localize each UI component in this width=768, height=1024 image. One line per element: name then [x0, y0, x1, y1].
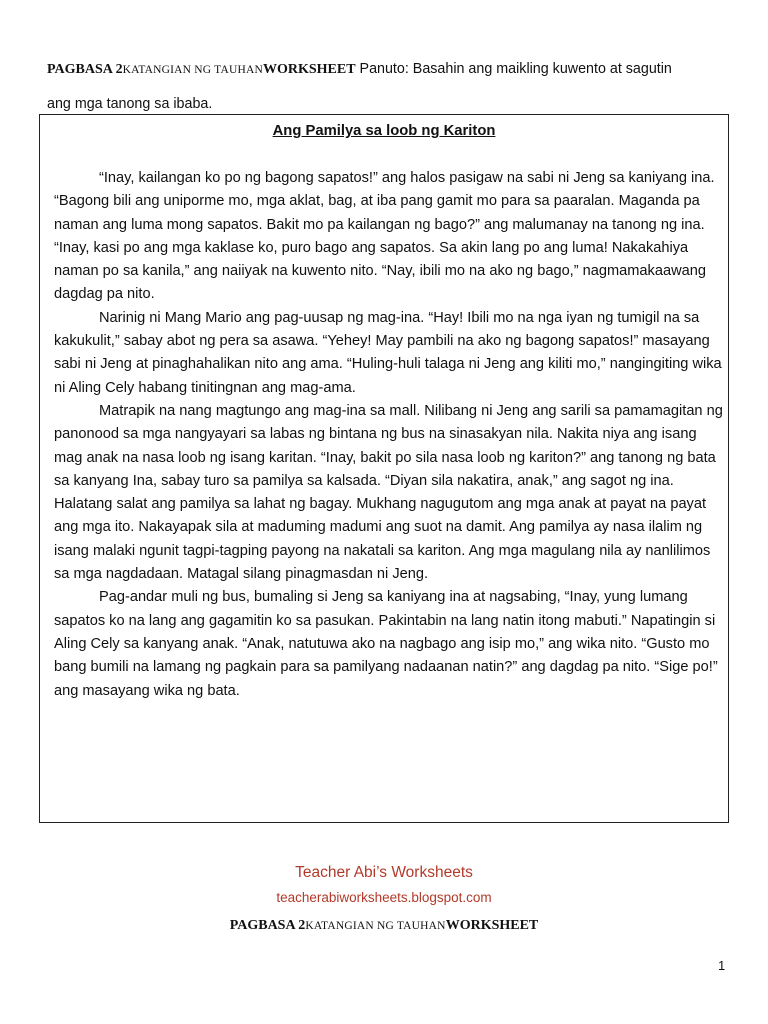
- footer-author-name: Teacher Abi’s Worksheets: [295, 864, 473, 881]
- story-title: Ang Pamilya sa loob ng Kariton: [272, 123, 496, 139]
- story-paragraph-2: Narinig ni Mang Mario ang pag-uusap ng mag-ina. “Hay! Ibili mo na nga iyan ng tumigil na sa kakukulit,” sabay abot ng pera sa asawa. “Yehey! May pambili na ako ng bagong sapatos!” masayang sabi ni Jeng at pinaghahalikan nito ang ama. “Huling-huli talaga ni Jeng ang kiliti mo,” nangingiting wika ni Aling Cely habang tinitingnan ang mag-ama.: [54, 309, 722, 396]
- page-number: 1: [718, 958, 726, 973]
- header-topic: KATANGIAN NG TAUHAN: [122, 64, 263, 76]
- header-line-1: [47, 52, 727, 87]
- instructions-line-1: Panuto: Basahin ang maikling kuwento at sagutin: [355, 61, 672, 77]
- story-paragraph-1: “Inay, kailangan ko po ng bagong sapatos!” ang halos pasigaw na sabi ni Jeng sa kaniyang ina. “Bagong bili ang uniporme mo, mga aklat, bag, at iba pang gamit mo para sa paaralan. Maganda pa naman ang luma mong sapatos. Bakit mo pa kailangan ng bago?” ang malumanay na tanong ng ina. “Inay, kasi po ang mga kaklase ko, puro bago ang sapatos. Sa akin lang po ang luma! Nakakahiya naman po sa kanila,” ang naiiyak na kuwento nito. “Nay, ibili mo na ako ng bago,” nagmamakaawang dagdag pa nito.: [54, 170, 715, 303]
- story-body: [54, 167, 726, 703]
- footer-topic: KATANGIAN NG TAUHAN: [305, 920, 446, 932]
- story-paragraph-4: Pag-andar muli ng bus, bumaling si Jeng sa kaniyang ina at nagsabing, “Inay, yung lumang sapatos ko na lang ang gagamitin ko sa pasukan. Pakintabin na lang natin itong mabuti.” Napatingin si Aling Cely sa kanyang anak. “Anak, natutuwa ako na nagbago ang isip mo,” ang wika nito. “Gusto mo bang bumili na lamang ng pagkain para sa pamilyang nadaanan natin?” ang dagdag pa nito. “Sige po!” ang masayang wika ng bata.: [54, 589, 718, 699]
- header-worksheet-label: WORKSHEET: [262, 62, 356, 77]
- worksheet-header: [47, 52, 727, 121]
- footer-worksheet-label: WORKSHEET: [445, 918, 539, 933]
- footer-worksheet-title: [0, 916, 768, 934]
- story-box: [39, 114, 729, 823]
- footer-subject: PAGBASA 2: [229, 918, 306, 933]
- footer-blog-url: teacherabiworksheets.blogspot.com: [276, 890, 492, 905]
- header-subject: PAGBASA 2: [47, 62, 123, 77]
- instructions-line-2: ang mga tanong sa ibaba.: [47, 96, 213, 112]
- story-paragraph-3: Matrapik na nang magtungo ang mag-ina sa mall. Nilibang ni Jeng ang sarili sa pamamagitan ng panonood sa mga nangyayari sa labas ng bintana ng bus na sinasakyan nila. Nakita niya ang isang mag anak na nasa loob ng isang karitan. “Inay, bakit po sila nasa loob ng kariton?” ang tanong ng bata sa kanyang Ina, sabay turo sa pamilya sa kalsada. “Diyan sila nakatira, anak,” ang sagot ng ina. Halatang salat ang pamilya sa lahat ng bagay. Mukhang nagugutom ang mga anak at payat na payat ang mga ito. Nakayapak sila at maduming madumi ang suot na damit. Ang pamilya ay nasa ilalim ng isang malaki ngunit tagpi-tagping payong na nakatali sa kariton. Ang mga magulang nila ay nanlilimos sa mga nagdadaan. Matagal silang pinagmasdan ni Jeng.: [54, 402, 723, 583]
